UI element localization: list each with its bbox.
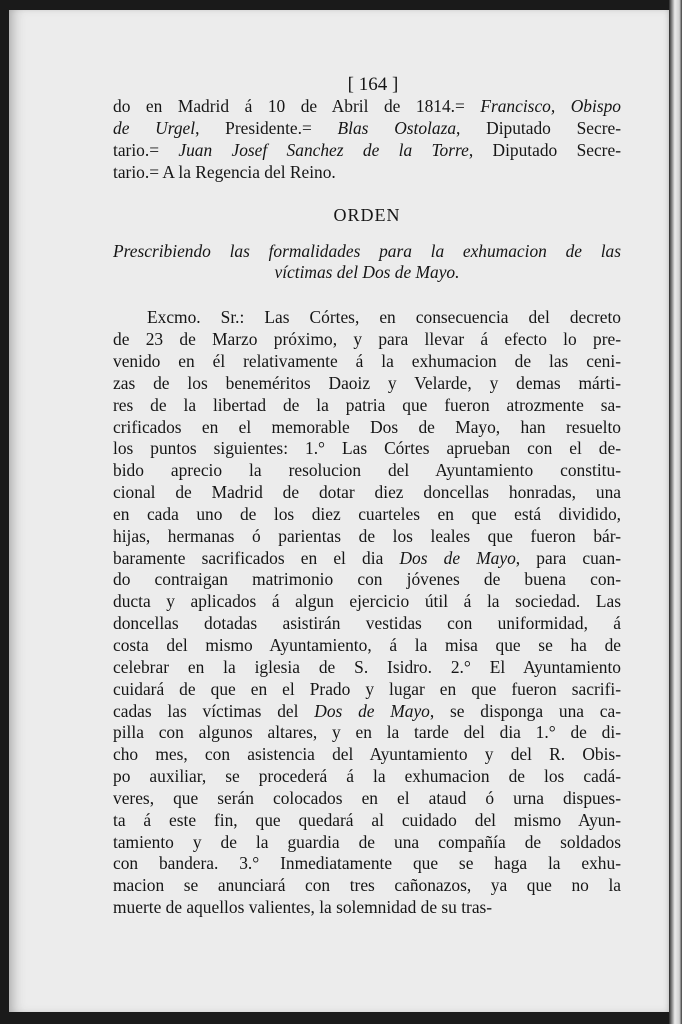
text-run: con bandera. 3.° Inmediatamente que se haga la exhu- xyxy=(113,853,621,874)
body-line xyxy=(113,591,621,613)
text-run: doncellas dotadas asistirán vestidas con uniformidad, á xyxy=(113,613,621,634)
body-paragraph xyxy=(113,307,621,919)
body-line xyxy=(113,766,621,788)
text-run: ducta y aplicados á algun ejercicio útil á la sociedad. Las xyxy=(113,591,621,612)
text-run: cho mes, con asistencia del Ayuntamiento y del R. Obis- xyxy=(113,744,621,765)
text-run: los puntos siguientes: 1.° Las Córtes aprueban con el de- xyxy=(113,438,621,459)
text-run: Excmo. Sr.: Las Córtes, en consecuencia del decreto xyxy=(147,307,621,328)
text-run: macion se anunciará con tres cañonazos, ya que no la xyxy=(113,875,621,896)
text-run: baramente sacrificados en el dia xyxy=(113,547,400,568)
text-run: en cada uno de los diez cuarteles en que está dividido, xyxy=(113,503,621,524)
book-page xyxy=(9,10,669,1012)
text-run: cadas las víctimas del xyxy=(113,700,315,721)
body-line xyxy=(113,832,621,854)
text-run: tario.= xyxy=(113,139,179,160)
opening-line xyxy=(113,118,621,140)
page-number: [ 164 ] xyxy=(347,74,399,95)
text-run: po auxiliar, se procederá á la exhumacion de los cadá- xyxy=(113,766,621,787)
body-line xyxy=(113,613,621,635)
body-line xyxy=(113,701,621,723)
opening-line xyxy=(113,96,621,118)
text-run: , Diputado Secre- xyxy=(468,139,621,160)
text-run: de 23 de Marzo próximo, y para llevar á efecto lo pre- xyxy=(113,329,621,350)
body-line xyxy=(113,548,621,570)
section-subtitle xyxy=(113,241,621,285)
page-text xyxy=(113,74,621,919)
text-run: zas de los beneméritos Daoiz y Velarde, y demas márti- xyxy=(113,372,621,393)
subtitle-line: Prescribiendo las formalidades para la exhumacion de las xyxy=(113,240,621,261)
text-run: , se disponga una ca- xyxy=(429,700,621,721)
text-run: ta á este fin, que quedará al cuidado del mismo Ayun- xyxy=(113,809,621,830)
body-line xyxy=(113,482,621,504)
opening-line xyxy=(113,140,621,162)
body-line xyxy=(113,307,621,329)
text-run: res de la libertad de la patria que fueron atrozmente sa- xyxy=(113,394,621,415)
text-run: crificados en el memorable Dos de Mayo, han resuelto xyxy=(113,416,621,437)
text-run: veres, que serán colocados en el ataud ó urna dispues- xyxy=(113,787,621,808)
text-run: , Presidente.= xyxy=(195,117,338,138)
body-line xyxy=(113,657,621,679)
italic-text: Francisco, Obispo xyxy=(480,96,621,116)
text-run: , para cuan- xyxy=(515,547,621,568)
text-run: cional de Madrid de dotar diez doncellas honradas, una xyxy=(113,482,621,503)
body-line xyxy=(113,351,621,373)
body-line xyxy=(113,744,621,766)
section-heading: ORDEN xyxy=(333,204,401,225)
text-run: do contraigan matrimonio con jóvenes de buena con- xyxy=(113,569,621,590)
body-line xyxy=(113,635,621,657)
body-line xyxy=(113,329,621,351)
text-run: hijas, hermanas ó parientas de los leales que fueron bár- xyxy=(113,525,621,546)
italic-text: Dos de Mayo xyxy=(314,700,430,721)
text-run: do en Madrid á 10 de Abril de 1814.= xyxy=(113,96,481,116)
body-line xyxy=(113,722,621,744)
text-run: costa del mismo Ayuntamiento, á la misa que se ha de xyxy=(113,635,621,655)
body-line xyxy=(113,438,621,460)
body-line xyxy=(113,569,621,591)
body-line xyxy=(113,417,621,439)
opening-signatures xyxy=(113,96,621,184)
body-line xyxy=(113,875,621,897)
body-line xyxy=(113,810,621,832)
body-line xyxy=(113,788,621,810)
text-run: celebrar en la iglesia de S. Isidro. 2.° El Ayuntamiento xyxy=(113,656,621,677)
text-run: , Diputado Secre- xyxy=(456,117,622,138)
text-run: muerte de aquellos valientes, la solemnidad de su tras- xyxy=(113,897,493,918)
italic-text: Juan Josef Sanchez de la Torre xyxy=(178,139,469,160)
italic-text: Blas Ostolaza xyxy=(337,117,457,138)
body-line xyxy=(113,679,621,701)
italic-text: Dos de Mayo xyxy=(399,547,516,568)
body-line xyxy=(113,373,621,395)
body-line xyxy=(113,853,621,875)
text-run: pilla con algunos altares, y en la tarde del dia 1.° de di- xyxy=(113,722,621,743)
text-run: tario.= A la Regencia del Reino. xyxy=(113,161,336,182)
text-run: bido aprecio la resolucion del Ayuntamiento constitu- xyxy=(113,460,621,481)
text-run: cuidará de que en el Prado y lugar en que fueron sacrifi- xyxy=(113,678,621,699)
text-run: tamiento y de la guardia de una compañía de soldados xyxy=(113,831,621,852)
body-line xyxy=(113,460,621,482)
subtitle-line: víctimas del Dos de Mayo. xyxy=(274,262,460,283)
body-line xyxy=(113,395,621,417)
italic-text: de Urgel xyxy=(113,117,196,138)
opening-line xyxy=(113,162,621,184)
body-line xyxy=(113,504,621,526)
page-edge xyxy=(669,0,682,1024)
text-run: venido en él relativamente á la exhumacion de las ceni- xyxy=(113,351,621,372)
body-line xyxy=(113,526,621,548)
body-line xyxy=(113,897,621,919)
